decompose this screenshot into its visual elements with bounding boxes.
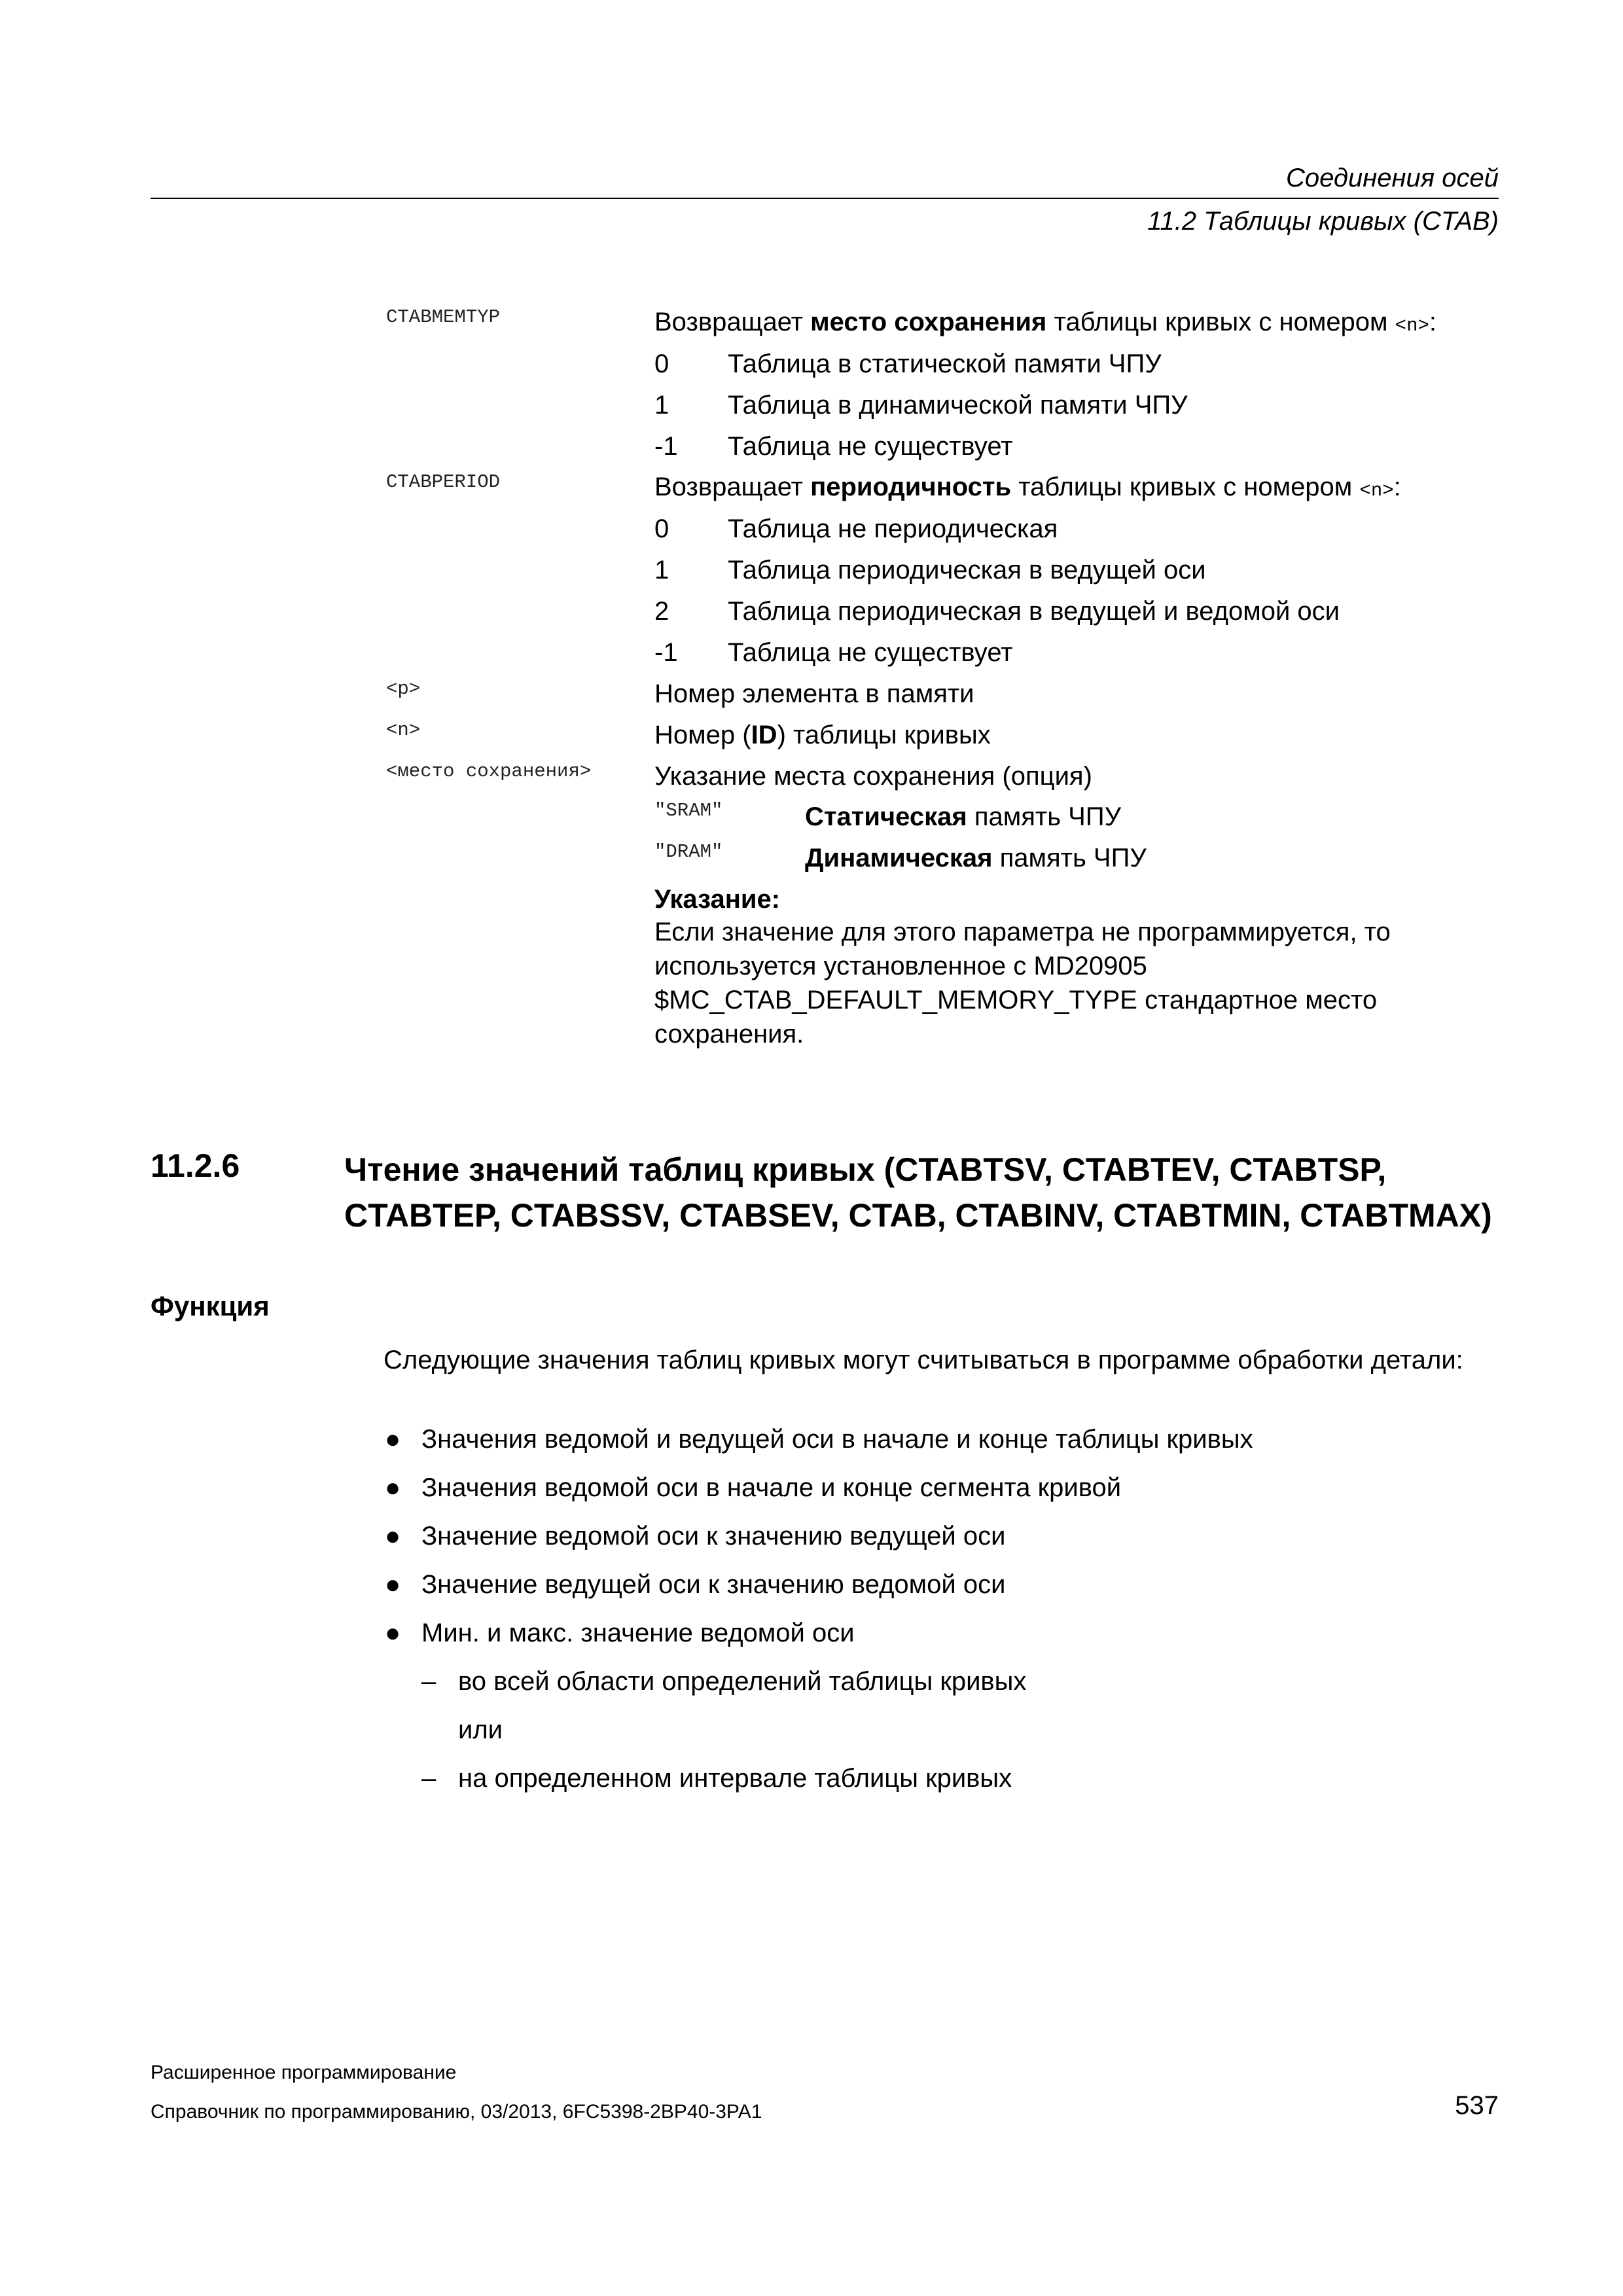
list-item: Значение ведущей оси к значению ведомой оси (421, 1570, 1006, 1599)
header-rule (151, 198, 1499, 199)
value-number: 2 (654, 597, 669, 626)
intro-paragraph: Следующие значения таблиц кривых могут считываться в программе обработки детали: (383, 1346, 1463, 1374)
bullet-icon: ● (385, 1522, 401, 1551)
option-key: "DRAM" (654, 841, 723, 863)
param-name-p: <p> (386, 678, 421, 700)
param-desc-p: Номер элемента в памяти (654, 679, 974, 708)
value-text: Таблица периодическая в ведущей оси (728, 556, 1206, 584)
value-text: Таблица не существует (728, 432, 1013, 461)
list-item: Мин. и макс. значение ведомой оси (421, 1619, 855, 1647)
or-text: или (458, 1715, 503, 1744)
running-header-section: 11.2 Таблицы кривых (CTAB) (1147, 207, 1499, 236)
value-number: 0 (654, 514, 669, 543)
dash-icon: – (421, 1764, 437, 1793)
param-desc-memloc: Указание места сохранения (опция) (654, 762, 1092, 791)
subheading-function: Функция (151, 1291, 270, 1321)
value-number: -1 (654, 638, 678, 667)
value-text: Таблица периодическая в ведущей и ведомой оси (728, 597, 1340, 626)
list-item: Значения ведомой и ведущей оси в начале и конце таблицы кривых (421, 1425, 1253, 1454)
section-number: 11.2.6 (151, 1147, 240, 1184)
section-title: Чтение значений таблиц кривых (CTABTSV, CTABTEV, CTABTSP, CTABTEP, CTABSSV, CTABSEV, CTAB, CTABINV, CTABTMIN, CTABTMAX) (344, 1151, 1492, 1234)
option-text: Статическая память ЧПУ (805, 802, 1121, 831)
value-number: 0 (654, 350, 669, 378)
note-text: Если значение для этого параметра не программируется, то используется установленное с MD20905 $MC_CTAB_DEFAULT_MEMORY_TYPE стандартное место сохранения. (654, 918, 1391, 1049)
bullet-icon: ● (385, 1570, 401, 1599)
value-number: 1 (654, 391, 669, 420)
param-desc-ctabmemtyp: Возвращает место сохранения таблицы кривых с номером <n>: (654, 308, 1437, 336)
note-title: Указание: (654, 885, 781, 914)
value-number: -1 (654, 432, 678, 461)
dash-icon: – (421, 1667, 437, 1696)
footer-book-title: Расширенное программирование (151, 2062, 457, 2083)
value-text: Таблица не существует (728, 638, 1013, 667)
option-text: Динамическая память ЧПУ (805, 844, 1147, 872)
running-header-chapter: Соединения осей (1285, 164, 1499, 192)
param-desc-n: Номер (ID) таблицы кривых (654, 721, 991, 749)
param-name-ctabmemtyp: CTABMEMTYP (386, 306, 501, 328)
footer-edition: Справочник по программированию, 03/2013, 6FC5398-2BP40-3PA1 (151, 2101, 762, 2123)
bullet-icon: ● (385, 1425, 401, 1454)
value-number: 1 (654, 556, 669, 584)
param-name-n: <n> (386, 719, 421, 741)
param-desc-ctabperiod: Возвращает периодичность таблицы кривых с номером <n>: (654, 473, 1401, 501)
param-name-ctabperiod: CTABPERIOD (386, 471, 501, 493)
page-number: 537 (1455, 2091, 1499, 2120)
list-item: Значение ведомой оси к значению ведущей оси (421, 1522, 1006, 1551)
value-text: Таблица не периодическая (728, 514, 1058, 543)
value-text: Таблица в статической памяти ЧПУ (728, 350, 1162, 378)
value-text: Таблица в динамической памяти ЧПУ (728, 391, 1188, 420)
sub-list-item: во всей области определений таблицы кривых (458, 1667, 1027, 1696)
bullet-icon: ● (385, 1473, 401, 1502)
option-key: "SRAM" (654, 800, 723, 821)
list-item: Значения ведомой оси в начале и конце сегмента кривой (421, 1473, 1122, 1502)
param-name-memloc: <место сохранения> (386, 761, 592, 782)
sub-list-item: на определенном интервале таблицы кривых (458, 1764, 1012, 1793)
bullet-icon: ● (385, 1619, 401, 1647)
